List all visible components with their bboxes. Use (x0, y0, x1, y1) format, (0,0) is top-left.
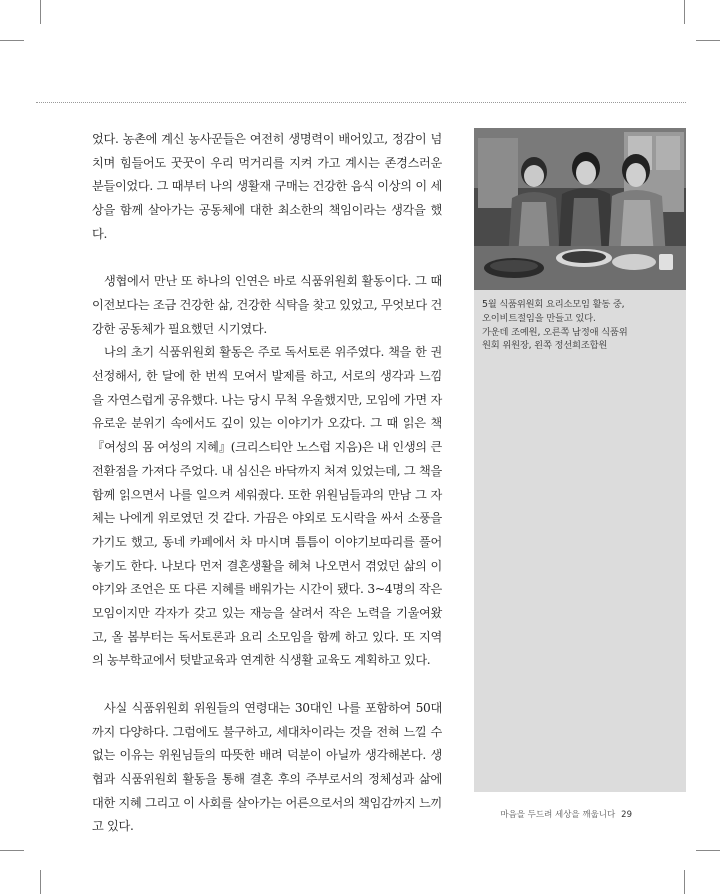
crop-mark (684, 870, 685, 894)
crop-mark (696, 850, 720, 851)
footer-title: 마음을 두드려 세상을 깨웁니다 (500, 810, 616, 820)
crop-mark (40, 870, 41, 894)
crop-mark (696, 40, 720, 41)
caption-line: 가운데 조예원, 오른쪽 남정애 식품위 (482, 326, 628, 338)
photo-illustration (474, 128, 686, 290)
cooking-group-photo (474, 128, 686, 290)
body-paragraph: 생협에서 만난 또 하나의 인연은 바로 식품위원회 활동이다. 그 때 이전보다는 조금 건강한 삶, 건강한 식탁을 찾고 있었고, 무엇보다 건강한 공동체가 필요했던 시기였다. (92, 274, 442, 336)
crop-mark (0, 40, 24, 41)
caption-line: 오이비트절임을 만들고 있다. (482, 312, 596, 324)
crop-mark (40, 0, 41, 24)
page-footer (500, 808, 632, 820)
photo-caption (482, 298, 682, 353)
body-paragraph: 나의 초기 식품위원회 활동은 주로 독서토론 위주였다. 책을 한 권 선정해서, 한 달에 한 번씩 모여서 발제를 하고, 서로의 생각과 느낌을 자연스럽게 공유했다. 나는 당시 무척 우울했지만, 모임에 가면 자유로운 분위기 속에서도 깊이 있는 이야기가 오갔다. 그 때 읽은 책 『여성의 몸 여성의 지혜』(크리스티안 노스럽 지음)은 내 인생의 큰 전환점을 가져다 주었다. 내 심신은 바닥까지 처져 있었는데, 그 책을 함께 읽으면서 나를 일으켜 세워줬다. 또한 위원님들과의 만남 그 자체는 나에게 위로였던 것 같다. 가끔은 야외로 도시락을 싸서 소풍을 가기도 했고, 동네 카페에서 차 마시며 틈틈이 이야기보따리를 풀어놓기도 한다. 나보다 먼저 결혼생활을 헤쳐 나오면서 겪었던 삶의 이야기와 조언은 또 다른 지혜를 배워가는 시간이 됐다. 3~4명의 작은 모임이지만 각자가 갖고 있는 재능을 살려서 작은 노력을 기울여왔고, 올 봄부터는 독서토론과 요리 소모임을 함께 하고 있다. 또 지역의 농부학교에서 텃밭교육과 연계한 식생활 교육도 계획하고 있다. (92, 345, 442, 668)
page-number: 29 (621, 810, 632, 820)
caption-line: 5월 식품위원회 요리소모임 활동 중, (482, 299, 625, 310)
caption-line: 원회 위원장, 왼쪽 정선희조합원 (482, 340, 608, 352)
crop-mark (684, 0, 685, 24)
header-dotted-rule (36, 102, 686, 103)
article-body (92, 128, 442, 839)
crop-mark (0, 850, 24, 851)
photo-sidebar (474, 128, 686, 792)
body-paragraph: 었다. 농촌에 계신 농사꾼들은 여전히 생명력이 배어있고, 정감이 넘치며 힘들어도 꿋꿋이 우리 먹거리를 지켜 가고 계시는 존경스러운 분들이었다. 그 때부터 나의 생활재 구매는 건강한 음식 이상의 이 세상을 함께 살아가는 공동체에 대한 최소한의 책임이라는 생각을 했다. (92, 132, 442, 241)
body-paragraph: 사실 식품위원회 위원들의 연령대는 30대인 나를 포함하여 50대까지 다양하다. 그럼에도 불구하고, 세대차이라는 것을 전혀 느낄 수 없는 이유는 위원님들의 따뜻한 배려 덕분이 아닐까 생각해본다. 생협과 식품위원회 활동을 통해 결혼 후의 주부로서의 정체성과 삶에 대한 지혜 그리고 이 사회를 살아가는 어른으로서의 책임감까지 느끼고 있다. (92, 700, 442, 834)
